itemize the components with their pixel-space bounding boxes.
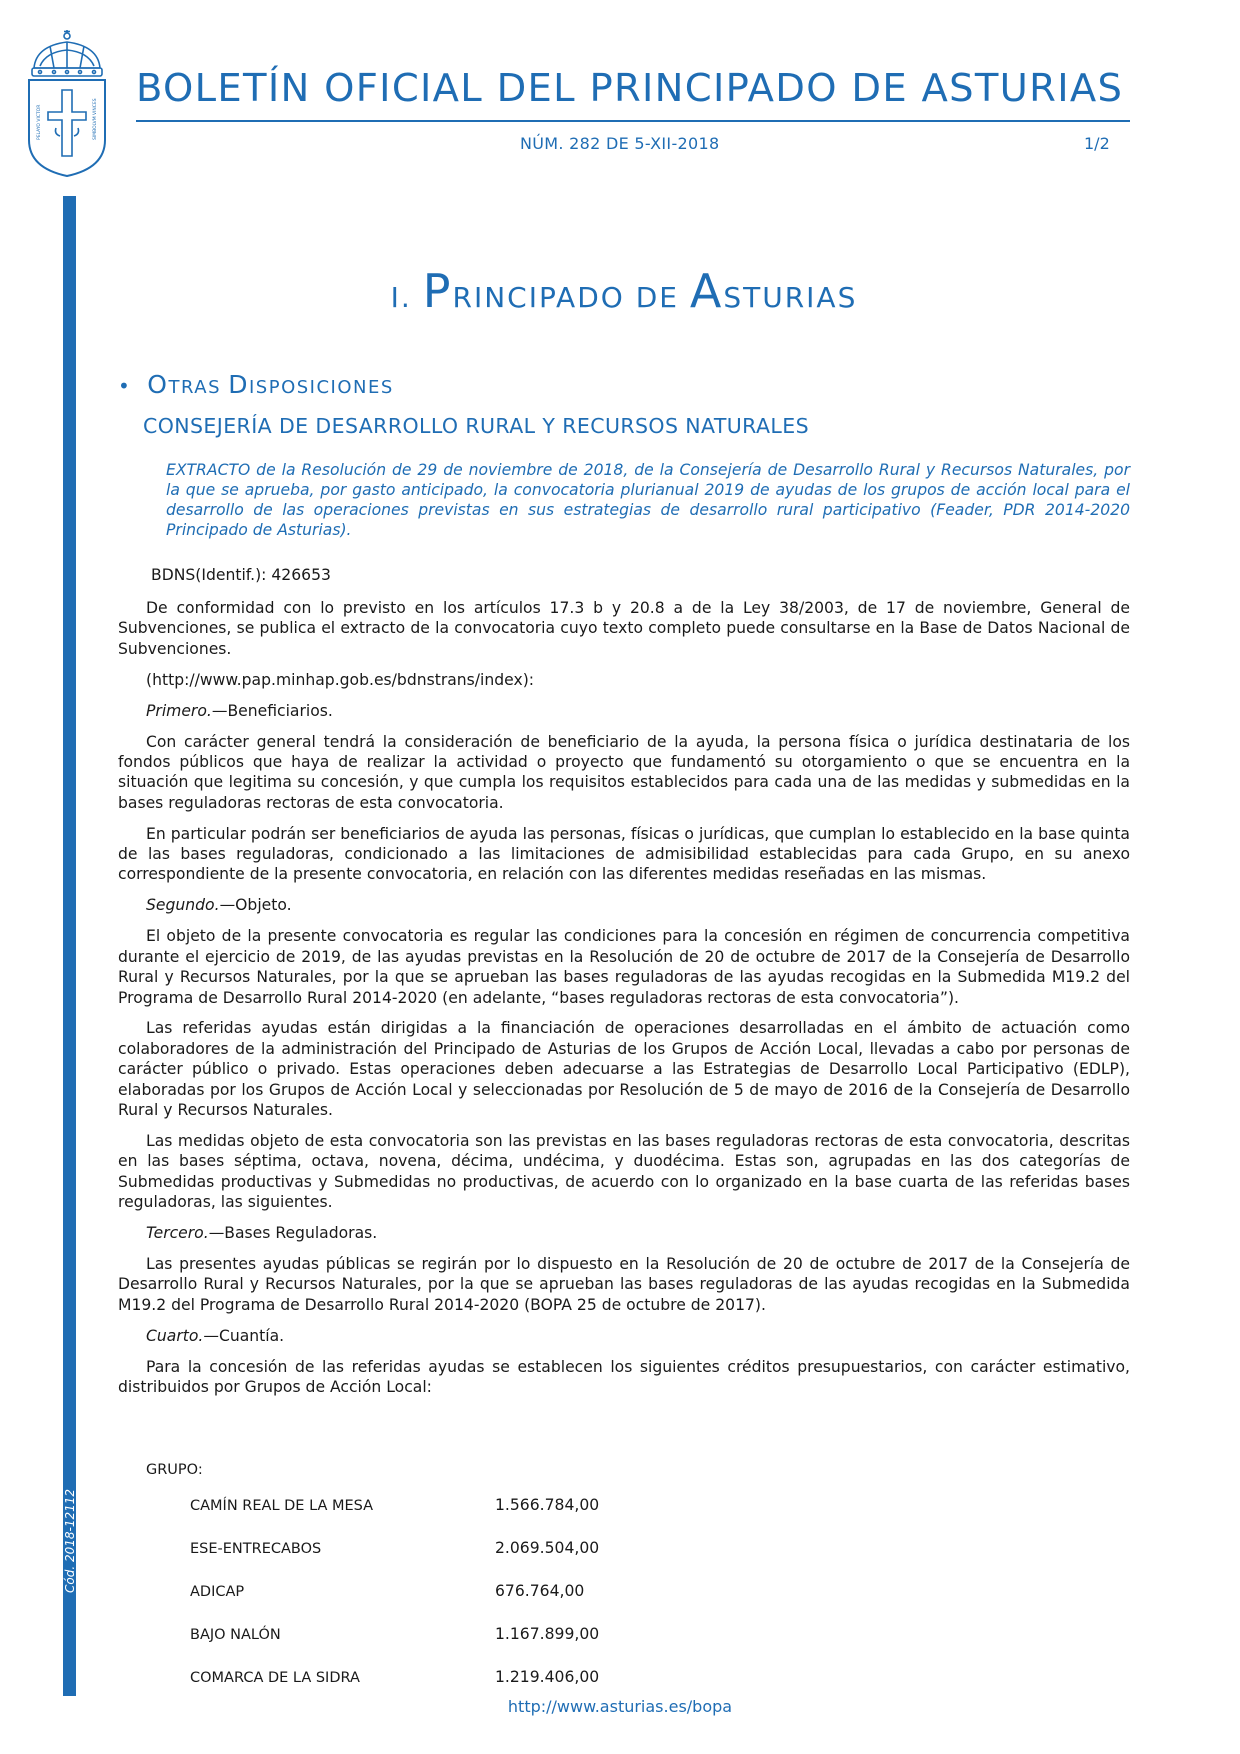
subsection-initial-2: D	[228, 370, 249, 399]
heading-text: —Cuantía.	[203, 1326, 285, 1345]
group-name: BAJO NALÓN	[190, 1627, 281, 1643]
group-budget-table	[190, 1490, 695, 1705]
subsection-rest-2: ISPOSICIONES	[248, 377, 394, 398]
table-row	[190, 1490, 695, 1533]
table-row	[190, 1619, 695, 1662]
group-name: COMARCA DE LA SIDRA	[190, 1670, 360, 1686]
document-code-text: Cód. 2018-12112	[63, 1489, 77, 1594]
body-paragraph: Las medidas objeto de esta convocatoria son las previstas en las bases reguladoras rectoras de esta convocatoria, descritas en las bases séptima, octava, novena, décima, undécima, y duodécima. Estas son, agrupadas en las dos categorías de Submedidas productivas y Submedidas no productivas, de acuerdo con lo organizado en la base cuarta de las referidas bases reguladoras, las siguientes.	[118, 1131, 1130, 1212]
heading-text: —Beneficiarios.	[211, 701, 333, 720]
section-initial-2: A	[689, 264, 724, 318]
group-amount: 1.219.406,00	[495, 1668, 600, 1686]
heading-tercero	[118, 1223, 1130, 1243]
heading-segundo	[118, 895, 1130, 915]
heading-label: Tercero.	[146, 1224, 209, 1243]
document-code	[60, 1484, 80, 1604]
issue-number: NÚM. 282 DE 5-XII-2018	[520, 134, 720, 153]
heading-label: Primero.	[146, 701, 212, 720]
group-amount: 1.566.784,00	[495, 1496, 600, 1514]
section-roman: I.	[390, 281, 412, 314]
heading-label: Segundo.	[146, 896, 220, 915]
bdns-url: (http://www.pap.minhap.gob.es/bdnstrans/index):	[146, 670, 535, 689]
crest-motto-left: PELAYO VICTOR	[37, 104, 42, 140]
body-paragraph: En particular podrán ser beneficiarios de ayuda las personas, físicas o jurídicas, que cumplan lo establecido en la base quinta de las bases reguladoras, condicionado a las limitaciones de admisibilidad establecidas para cada Grupo, en su anexo correspondiente de la presente convocatoria, en relación con las diferentes medidas reseñadas en las mismas.	[118, 824, 1130, 884]
heading-text: —Objeto.	[219, 896, 292, 915]
asturias-crest-logo	[26, 28, 108, 178]
subsection-rest-1: TRAS	[168, 377, 229, 398]
section-initial-1: P	[422, 264, 453, 318]
footer-url-link[interactable]: http://www.asturias.es/bopa	[507, 1697, 733, 1716]
heading-label: Cuarto.	[146, 1326, 204, 1345]
section-rest-1: RINCIPADO DE	[452, 281, 690, 314]
heading-text: —Bases Reguladoras.	[208, 1224, 378, 1243]
group-amount: 1.167.899,00	[495, 1625, 600, 1643]
group-label: GRUPO:	[146, 1462, 203, 1478]
body-paragraph: De conformidad con lo previsto en los artículos 17.3 b y 20.8 a de la Ley 38/2003, de 17 de noviembre, General de Subvenciones, se publica el extracto de la convocatoria cuyo texto completo puede consultarse en la Base de Datos Nacional de Subvenciones.	[118, 599, 1130, 658]
body-paragraph: Las referidas ayudas están dirigidas a la financiación de operaciones desarrolladas en el ámbito de actuación como colaboradores de la administración del Principado de Asturias de los Grupos de Acción Local, llevadas a cabo por personas de carácter público o privado. Estas operaciones deben adecuarse a las Estrategias de Desarrollo Local Participativo (EDLP), elaboradas por los Grupos de Acción Local y seleccionadas por Resolución de 5 de mayo de 2016 de la Consejería de Desarrollo Rural y Recursos Naturales.	[118, 1019, 1130, 1120]
subsection-initial-1: O	[147, 370, 169, 399]
body-paragraph: Para la concesión de las referidas ayudas se establecen los siguientes créditos presupuestarios, con carácter estimativo, distribuidos por Grupos de Acción Local:	[118, 1357, 1130, 1396]
masthead-title: BOLETÍN OFICIAL DEL PRINCIPADO DE ASTURIAS	[136, 66, 1124, 111]
body-paragraph: El objeto de la presente convocatoria es regular las condiciones para la concesión en régimen de concurrencia competitiva durante el ejercicio de 2019, de las ayudas previstas en la Resolución de 20 de octubre de 2017 de la Consejería de Desarrollo Rural y Recursos Naturales, por la que se aprueban las bases reguladoras de las ayudas recogidas en la Submedida M19.2 del Programa de Desarrollo Rural 2014-2020 (en adelante, “bases reguladoras rectoras de esta convocatoria”).	[118, 927, 1130, 1007]
department-name: CONSEJERÍA DE DESARROLLO RURAL Y RECURSOS NATURALES	[143, 414, 809, 438]
group-name: CAMÍN REAL DE LA MESA	[190, 1498, 374, 1514]
subsection-title	[118, 370, 394, 399]
resolution-summary: EXTRACTO de la Resolución de 29 de noviembre de 2018, de la Consejería de Desarrollo Rural y Recursos Naturales, por la que se aprueba, por gasto anticipado, la convocatoria plurianual 2019 de ayudas de los grupos de acción local para el desarrollo de las operaciones previstas en sus estrategias de desarrollo rural participativo (Feader, PDR 2014-2020 Principado de Asturias).	[166, 461, 1130, 539]
heading-primero	[118, 701, 1130, 721]
document-body	[118, 598, 1130, 1408]
table-row	[190, 1576, 695, 1619]
group-name: ESE-ENTRECABOS	[190, 1541, 322, 1557]
body-paragraph: Con carácter general tendrá la consideración de beneficiario de la ayuda, la persona física o jurídica destinataria de los fondos públicos que haya de realizar la actividad o proyecto que fundamentó su otorgamiento o que se encuentra en la situación que legitima su concesión, y que cumpla los requisitos establecidos para cada una de las medidas y submedidas en la bases reguladoras rectoras de esta convocatoria.	[118, 732, 1130, 812]
crest-motto-right: SIMBOLVM VINCES	[93, 98, 98, 140]
section-rest-2: STURIAS	[723, 281, 858, 314]
side-bar	[63, 196, 76, 1696]
heading-cuarto	[118, 1326, 1130, 1346]
body-paragraph: Las presentes ayudas públicas se regirán por lo dispuesto en la Resolución de 20 de octubre de 2017 de la Consejería de Desarrollo Rural y Recursos Naturales, por la que se aprueban las bases reguladoras de las ayudas recogidas en la Submedida M19.2 del Programa de Desarrollo Rural 2014-2020 (BOPA 25 de octubre de 2017).	[118, 1254, 1130, 1314]
table-row	[190, 1533, 695, 1576]
group-amount: 676.764,00	[495, 1582, 585, 1600]
masthead-divider	[136, 120, 1130, 122]
bullet-icon: •	[118, 374, 132, 398]
group-amount: 2.069.504,00	[495, 1539, 600, 1557]
bdns-identifier: BDNS(Identif.): 426653	[151, 566, 331, 584]
group-name: ADICAP	[190, 1584, 245, 1600]
page-number: 1/2	[1084, 134, 1110, 153]
section-title	[118, 264, 1130, 318]
